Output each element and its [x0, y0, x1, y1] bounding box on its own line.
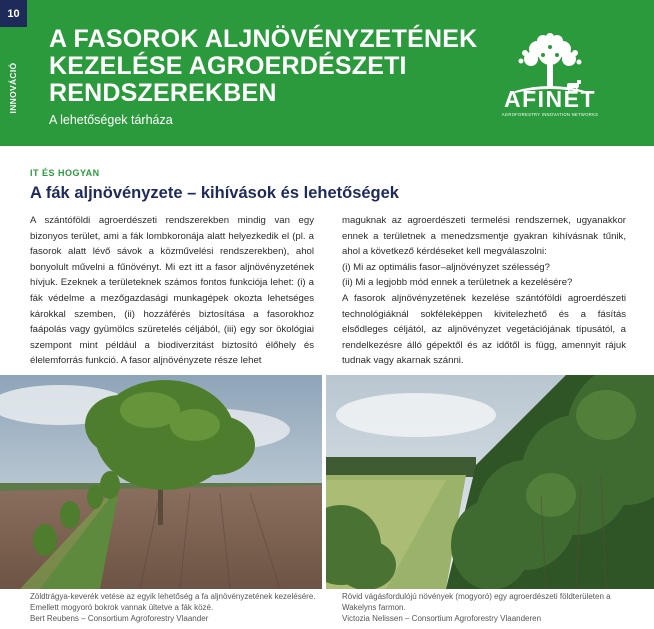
article-headline: A fák aljnövényzete – kihívások és lehetőségek [30, 184, 399, 202]
section-tab [0, 0, 27, 146]
caption-left [30, 592, 320, 624]
logo-wordmark: AFINET [503, 86, 597, 112]
left-paragraph: A szántóföldi agroerdészeti rendszerekben mindig van egy bizonyos terület, ami a fák lombkoronája alatt helyezkedik el (pl. a fasorok alatt lévő sávok a közművelési rendszerekben), ahol bonyolult művelni a fűnövényt. Mi ezt itt a fasor aljnövényzetének hívjuk. Ezeknek a területeknek számos fontos funkciója lehet: (i) a fák védelme a mezőgazdasági munkagépek okozta lehetséges károkkal szemben, (ii) hozzáférés biztosítása a fasorokhoz faápolás vagy gyümölcs szüretelés céljából, (iii) egy sor ökológiai szempont mint például a biodiverzitást biztosító élőhely és élelemforrás funkció. A fasor aljnövényzete része lehet [30, 215, 314, 367]
caption-right-credit: Victozia Nelissen – Consortium Agroforestry Vlaanderen [342, 613, 542, 623]
caption-right-text: Rövid vágásfordulójú növények (mogyoró) egy agroerdészeti földterületen a Wakelyns farmon. [342, 592, 611, 612]
photo-field-trees [0, 375, 322, 589]
page-number: 10 [0, 0, 27, 27]
caption-right [342, 592, 642, 624]
article-column-right [342, 213, 626, 369]
right-intro: maguknak az agroerdészeti termelési rendszernek, ugyanakkor ennek a területnek a menedzsmentje gyakran kihívásnak tűnik, ahol a következő kérdéseket kell megválaszolni: [342, 215, 626, 258]
question-2: (ii) Mi a legjobb mód ennek a területnek a kezelésére? [342, 277, 573, 289]
right-paragraph: A fasorok aljnövényzetének kezelése szántóföldi agroerdészeti technológiáknál sokféleképpen kivitelezhető és a fásítás elsődleges céljától, az aljnövényzet vegetációjának típusától, a rendelkezésre álló gépektől és az időtől is függ, amennyit rájuk tudnak vagy akarnak szánni. [342, 292, 626, 367]
page-title: A FASOROK ALJNÖVÉNYZETÉNEK KEZELÉSE AGROERDÉSZETI RENDSZEREKBEN [49, 25, 478, 107]
photo-hazel-rows [326, 375, 654, 589]
caption-left-credit: Bert Reubens – Consortium Agroforestry Vlaander [30, 613, 209, 623]
article-kicker: IT ÉS HOGYAN [30, 168, 100, 178]
question-1: (i) Mi az optimális fasor–aljnövényzet szélesség? [342, 261, 550, 273]
article-column-left [30, 213, 314, 369]
logo-tagline: AGROFORESTRY INNOVATION NETWORKS [501, 112, 599, 117]
header-banner [27, 0, 654, 146]
section-tab-label: INNOVÁCIÓ [8, 62, 18, 114]
caption-left-text: Zöldtrágya-keverék vetése az egyik lehetőség a fa aljnövényzetének kezelésére. Emellett mogyoró bokrok vannak ültetve a fák közé. [30, 592, 316, 612]
page-subtitle: A lehetőségek tárháza [49, 113, 173, 127]
